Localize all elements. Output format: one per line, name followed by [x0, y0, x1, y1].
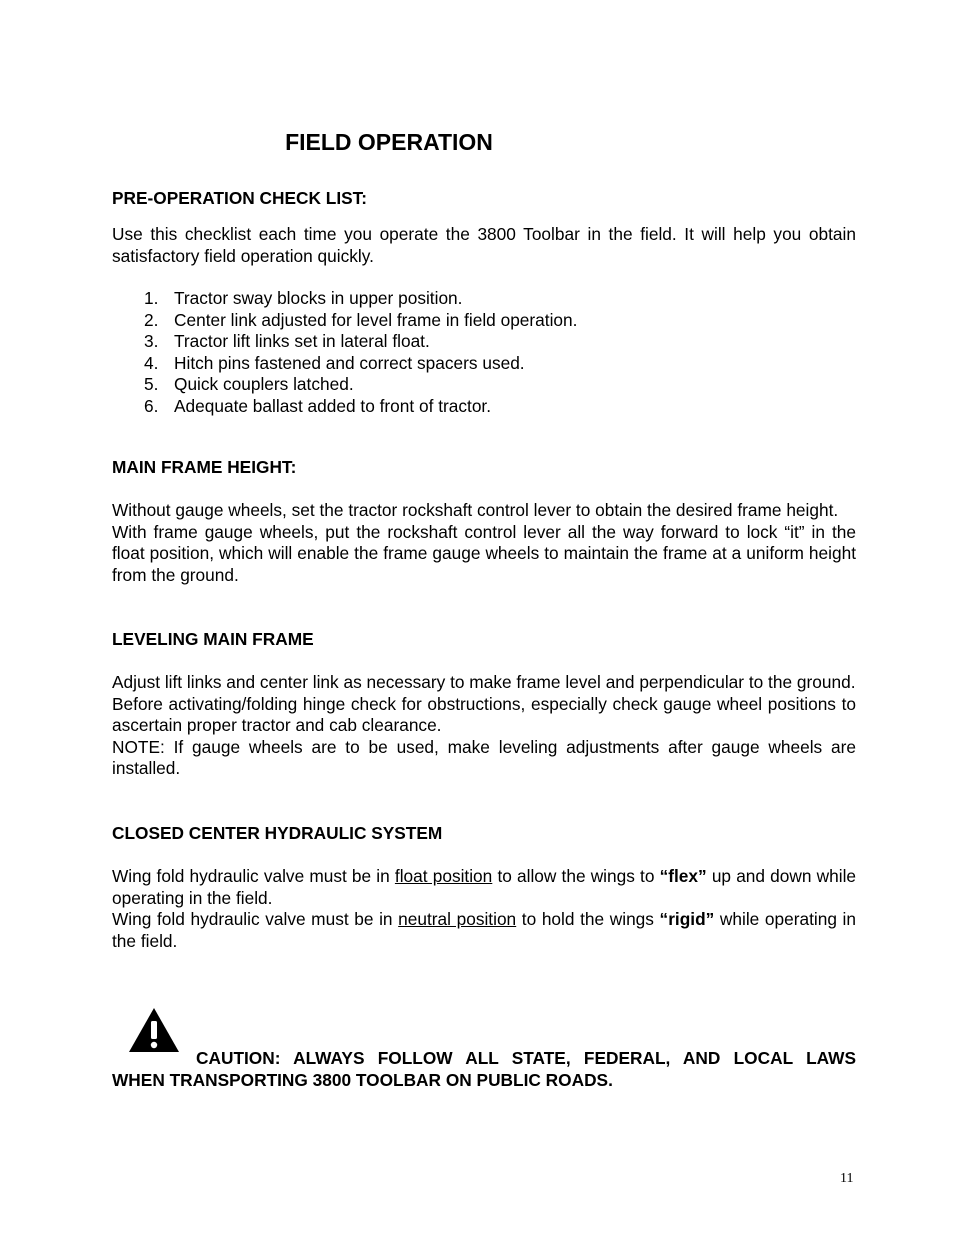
- paragraph: With frame gauge wheels, put the rockshaft control lever all the way forward to lock “it” in the float position, which will enable the frame gauge wheels to maintain the frame at a uniform height from the ground.: [112, 521, 856, 585]
- paragraph: Without gauge wheels, set the tractor rockshaft control lever to obtain the desired frame height.: [112, 500, 839, 520]
- paragraph: Before activating/folding hinge check for obstructions, especially check gauge wheel positions to ascertain proper tractor and cab clearance.: [112, 693, 856, 736]
- caution-notice: [112, 1048, 856, 1091]
- main-frame-text: [112, 500, 856, 586]
- list-item: 1. Tractor sway blocks in upper position.: [144, 288, 463, 308]
- caution-line-1: CAUTION: ALWAYS FOLLOW ALL STATE, FEDERAL, AND LOCAL LAWS: [196, 1048, 856, 1068]
- leveling-heading: LEVELING MAIN FRAME: [112, 629, 314, 649]
- list-item: 6. Adequate ballast added to front of tractor.: [144, 395, 492, 416]
- paragraph: Wing fold hydraulic valve must be in float position to allow the wings to “flex” up and down while operating in the field.: [112, 866, 857, 908]
- list-item: 2. Center link adjusted for level frame in field operation.: [144, 309, 578, 330]
- paragraph: Wing fold hydraulic valve must be in neutral position to hold the wings “rigid” while operating in the field.: [112, 909, 857, 951]
- page-number: 11: [840, 1171, 854, 1186]
- list-item: 3. Tractor lift links set in lateral float.: [144, 331, 430, 352]
- checklist: [112, 288, 577, 418]
- page-title: FIELD OPERATION: [285, 129, 493, 155]
- paragraph: Adjust lift links and center link as necessary to make frame level and perpendicular to the ground.: [112, 672, 856, 692]
- pre-operation-heading: PRE-OPERATION CHECK LIST:: [112, 188, 368, 208]
- list-item: 5. Quick couplers latched.: [144, 374, 354, 395]
- pre-operation-intro: Use this checklist each time you operate the 3800 Toolbar in the field. It will help you obtain satisfactory field operation quickly.: [112, 224, 856, 266]
- hydraulic-text: [112, 866, 856, 952]
- paragraph: NOTE: If gauge wheels are to be used, make leveling adjustments after gauge wheels are installed.: [112, 736, 856, 779]
- list-item: 4. Hitch pins fastened and correct spacers used.: [144, 352, 525, 373]
- leveling-text: [112, 672, 856, 780]
- hydraulic-heading: CLOSED CENTER HYDRAULIC SYSTEM: [112, 823, 443, 843]
- warning-triangle-icon: [127, 1006, 181, 1054]
- main-frame-heading: MAIN FRAME HEIGHT:: [112, 457, 297, 477]
- caution-line-2: WHEN TRANSPORTING 3800 TOOLBAR ON PUBLIC ROADS.: [112, 1069, 613, 1090]
